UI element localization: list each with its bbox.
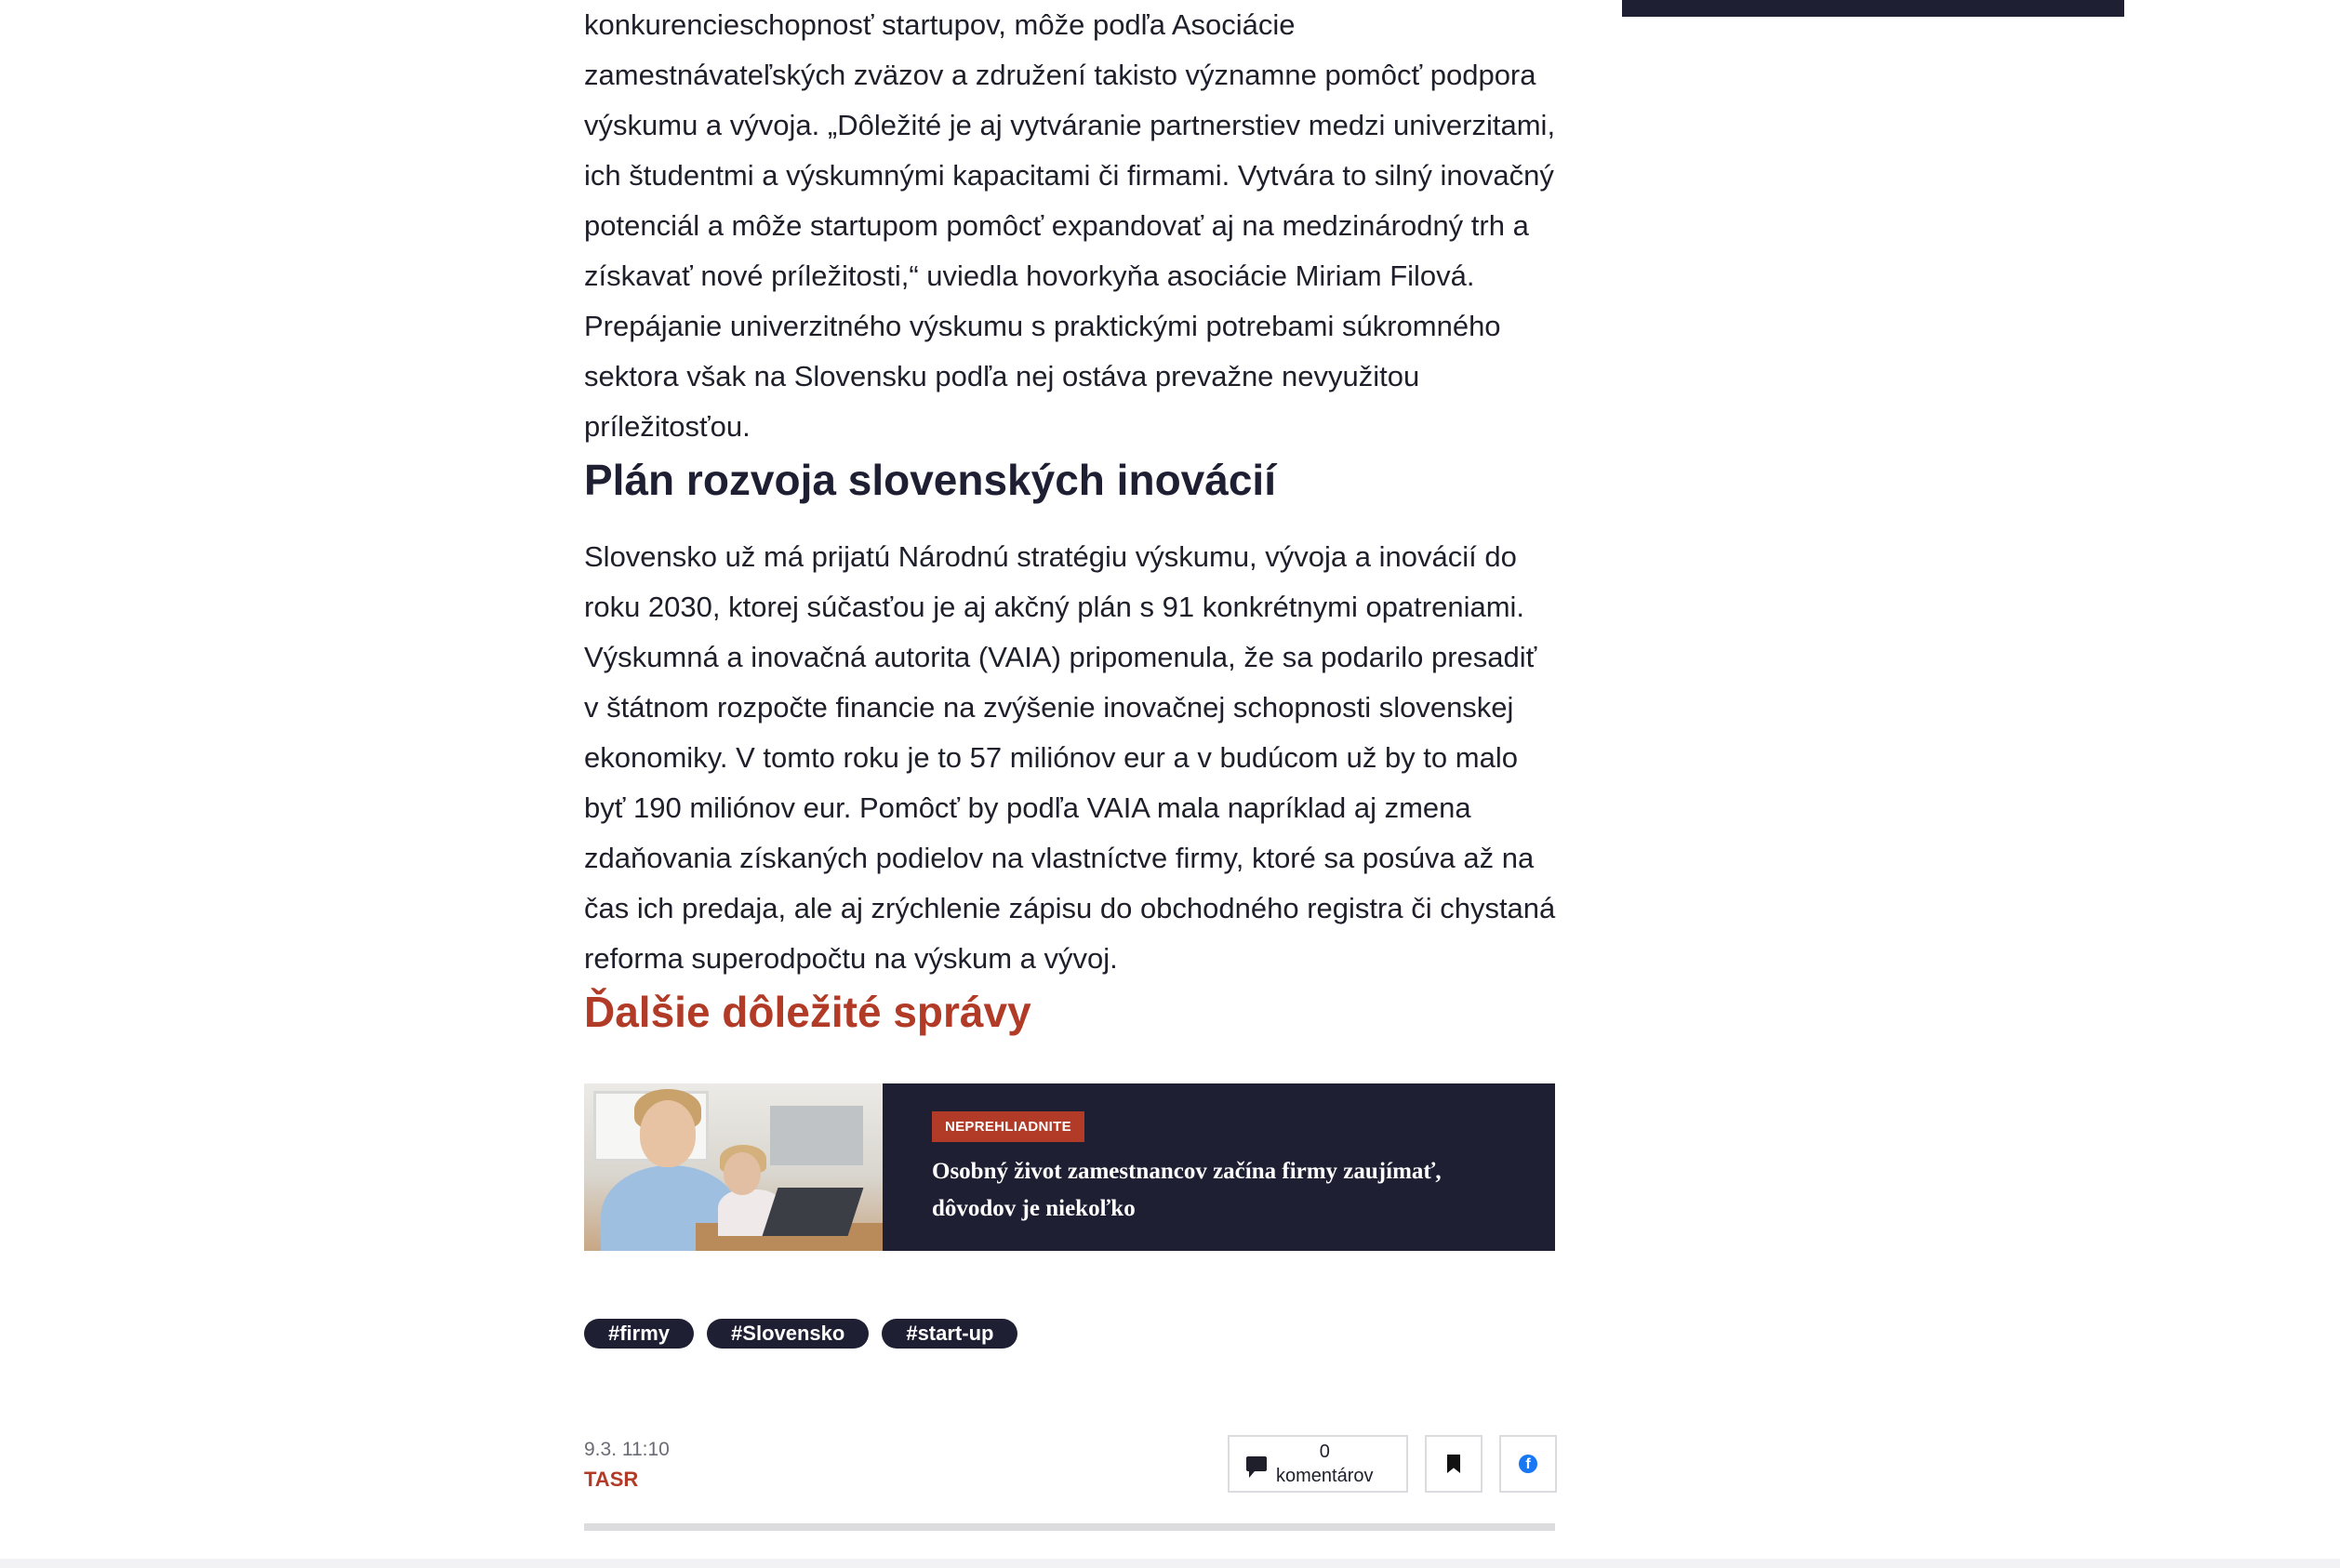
section-heading: Plán rozvoja slovenských inovácií (584, 456, 1276, 504)
article-paragraph: konkurencieschopnosť startupov, môže podľa Asociácie zamestnávateľských zväzov a združení takisto významne pomôcť podpora výskumu a vývoja. „Dôležité je aj vytváranie partnerstiev medzi univerzitami, ich študentmi a výskumnými kapacitami či firmami. Vytvára to silný inovačný potenciál a môže startupom pomôcť expandovať aj na medzinárodný trh a získavať nové príležitosti,“ uviedla hovorkyňa asociácie Miriam Filová. Prepájanie univerzitného výskumu s praktickými potrebami súkromného sektora však na Slovensku podľa nej ostáva prevažne nevyužitou príležitosťou. (584, 8, 1556, 443)
article-meta (584, 1436, 670, 1495)
page-footer-edge (0, 1559, 2340, 1568)
related-article-headline[interactable]: Osobný život zamestnancov začína firmy zaujímať, dôvodov je niekoľko (932, 1159, 1442, 1221)
sidebar-banner-bottom (1622, 0, 2124, 17)
image-girl-head (724, 1152, 761, 1195)
comments-label: komentárov (1276, 1466, 1374, 1486)
category-badge: NEPREHLIADNITE (932, 1111, 1084, 1142)
tag-list (584, 1319, 1017, 1349)
facebook-share-button[interactable] (1499, 1435, 1557, 1493)
related-article-card[interactable] (584, 1083, 1555, 1251)
facebook-icon: f (1519, 1455, 1537, 1473)
image-woman-head (640, 1100, 696, 1167)
related-article-text[interactable] (883, 1083, 1555, 1251)
bookmark-icon (1447, 1455, 1460, 1473)
tag-start-up[interactable]: #start-up (882, 1319, 1017, 1349)
comments-count: 0 (1319, 1442, 1330, 1462)
article-paragraph: Slovensko už má prijatú Národnú stratégiu výskumu, vývoja a inovácií do roku 2030, ktorej súčasťou je aj akčný plán s 91 konkrétnymi opatreniami. Výskumná a inovačná autorita (VAIA) pripomenula, že sa podarilo presadiť v štátnom rozpočte financie na zvýšenie inovačnej schopnosti slovenskej ekonomiky. V tomto roku je to 57 miliónov eur a v budúcom už by to malo byť 190 miliónov eur. Pomôcť by podľa VAIA mala napríklad aj zmena zdaňovania získaných podielov na vlastníctve firmy, ktoré sa posúva až na čas ich predaja, ale aj zrýchlenie zápisu do obchodného registra či chystaná reforma superodpočtu na výskum a vývoj. (584, 540, 1556, 975)
article-divider (584, 1523, 1555, 1531)
image-shelf (770, 1106, 863, 1165)
comment-icon (1246, 1456, 1267, 1471)
article-actions (1228, 1435, 1557, 1493)
tag-slovensko[interactable]: #Slovensko (707, 1319, 869, 1349)
comments-button[interactable] (1228, 1435, 1408, 1493)
article-source[interactable]: TASR (584, 1468, 639, 1491)
tag-firmy[interactable]: #firmy (584, 1319, 694, 1349)
publish-date: 9.3. 11:10 (584, 1439, 670, 1460)
related-article-image[interactable] (584, 1083, 883, 1251)
related-news-title: Ďalšie dôležité správy (584, 988, 1031, 1036)
image-laptop (763, 1188, 864, 1236)
bookmark-button[interactable] (1425, 1435, 1482, 1493)
comments-text (1276, 1440, 1374, 1488)
